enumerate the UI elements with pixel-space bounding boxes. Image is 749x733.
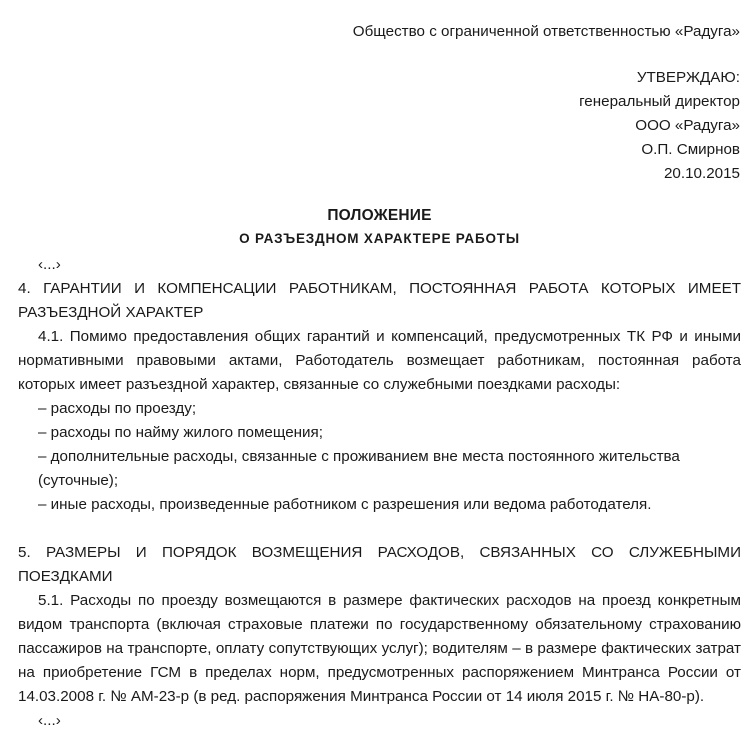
document-page [18,20,741,733]
approver-position: генеральный директор [579,93,740,110]
approval-block [18,66,741,186]
section-gap [18,517,741,541]
section-4-heading: 4. ГАРАНТИИ И КОМПЕНСАЦИИ РАБОТНИКАМ, ПОСТОЯННАЯ РАБОТА КОТОРЫХ ИМЕЕТ РАЗЪЕЗДНОЙ ХАРАКТЕР [18,280,741,321]
section-4-paragraph: 4.1. Помимо предоставления общих гарантий и компенсаций, предусмотренных ТК РФ и иными нормативными правовыми актами, Работодатель возмещает работникам, постоянная работа которых имеет разъездной характер, связанные со служебными поездками расходы: [18,328,741,393]
list-item-per-diem: – дополнительные расходы, связанные с проживанием вне места постоянного жительства (суточные); [38,448,680,489]
omission-marker-bottom: ‹...› [38,712,61,729]
approve-label: УТВЕРЖДАЮ: [636,69,740,86]
list-item-other: – иные расходы, произведенные работником с разрешения или ведома работодателя. [38,496,652,513]
approver-name: О.П. Смирнов [641,141,740,158]
document-subtitle: О РАЗЪЕЗДНОМ ХАРАКТЕРЕ РАБОТЫ [239,231,520,246]
list-item-travel: – расходы по проезду; [38,400,197,417]
list-item-housing: – расходы по найму жилого помещения; [38,424,323,441]
approval-date: 20.10.2015 [663,165,740,182]
approver-company: ООО «Радуга» [635,117,740,134]
document-title: ПОЛОЖЕНИЕ [327,207,432,224]
organization-name: Общество с ограниченной ответственностью «Радуга» [352,23,740,40]
section-5-heading: 5. РАЗМЕРЫ И ПОРЯДОК ВОЗМЕЩЕНИЯ РАСХОДОВ, СВЯЗАННЫХ СО СЛУЖЕБНЫМИ ПОЕЗДКАМИ [18,544,741,585]
section-5-paragraph: 5.1. Расходы по проезду возмещаются в размере фактических расходов на проезд конкретным видом транспорта (включая страховые платежи по государственному обязательному страхованию пассажиров на транспорте, оплату сопутствующих услуг); водителям – в размере фактических затрат на приобретение ГСМ в пределах норм, предусмотренных распоряжением Минтранса России от 14.03.2008 г. № АМ-23-р (в ред. распоряжения Минтранса России от 14 июля 2015 г. № НА-80-р). [18,592,741,705]
omission-marker-top: ‹...› [38,256,61,273]
